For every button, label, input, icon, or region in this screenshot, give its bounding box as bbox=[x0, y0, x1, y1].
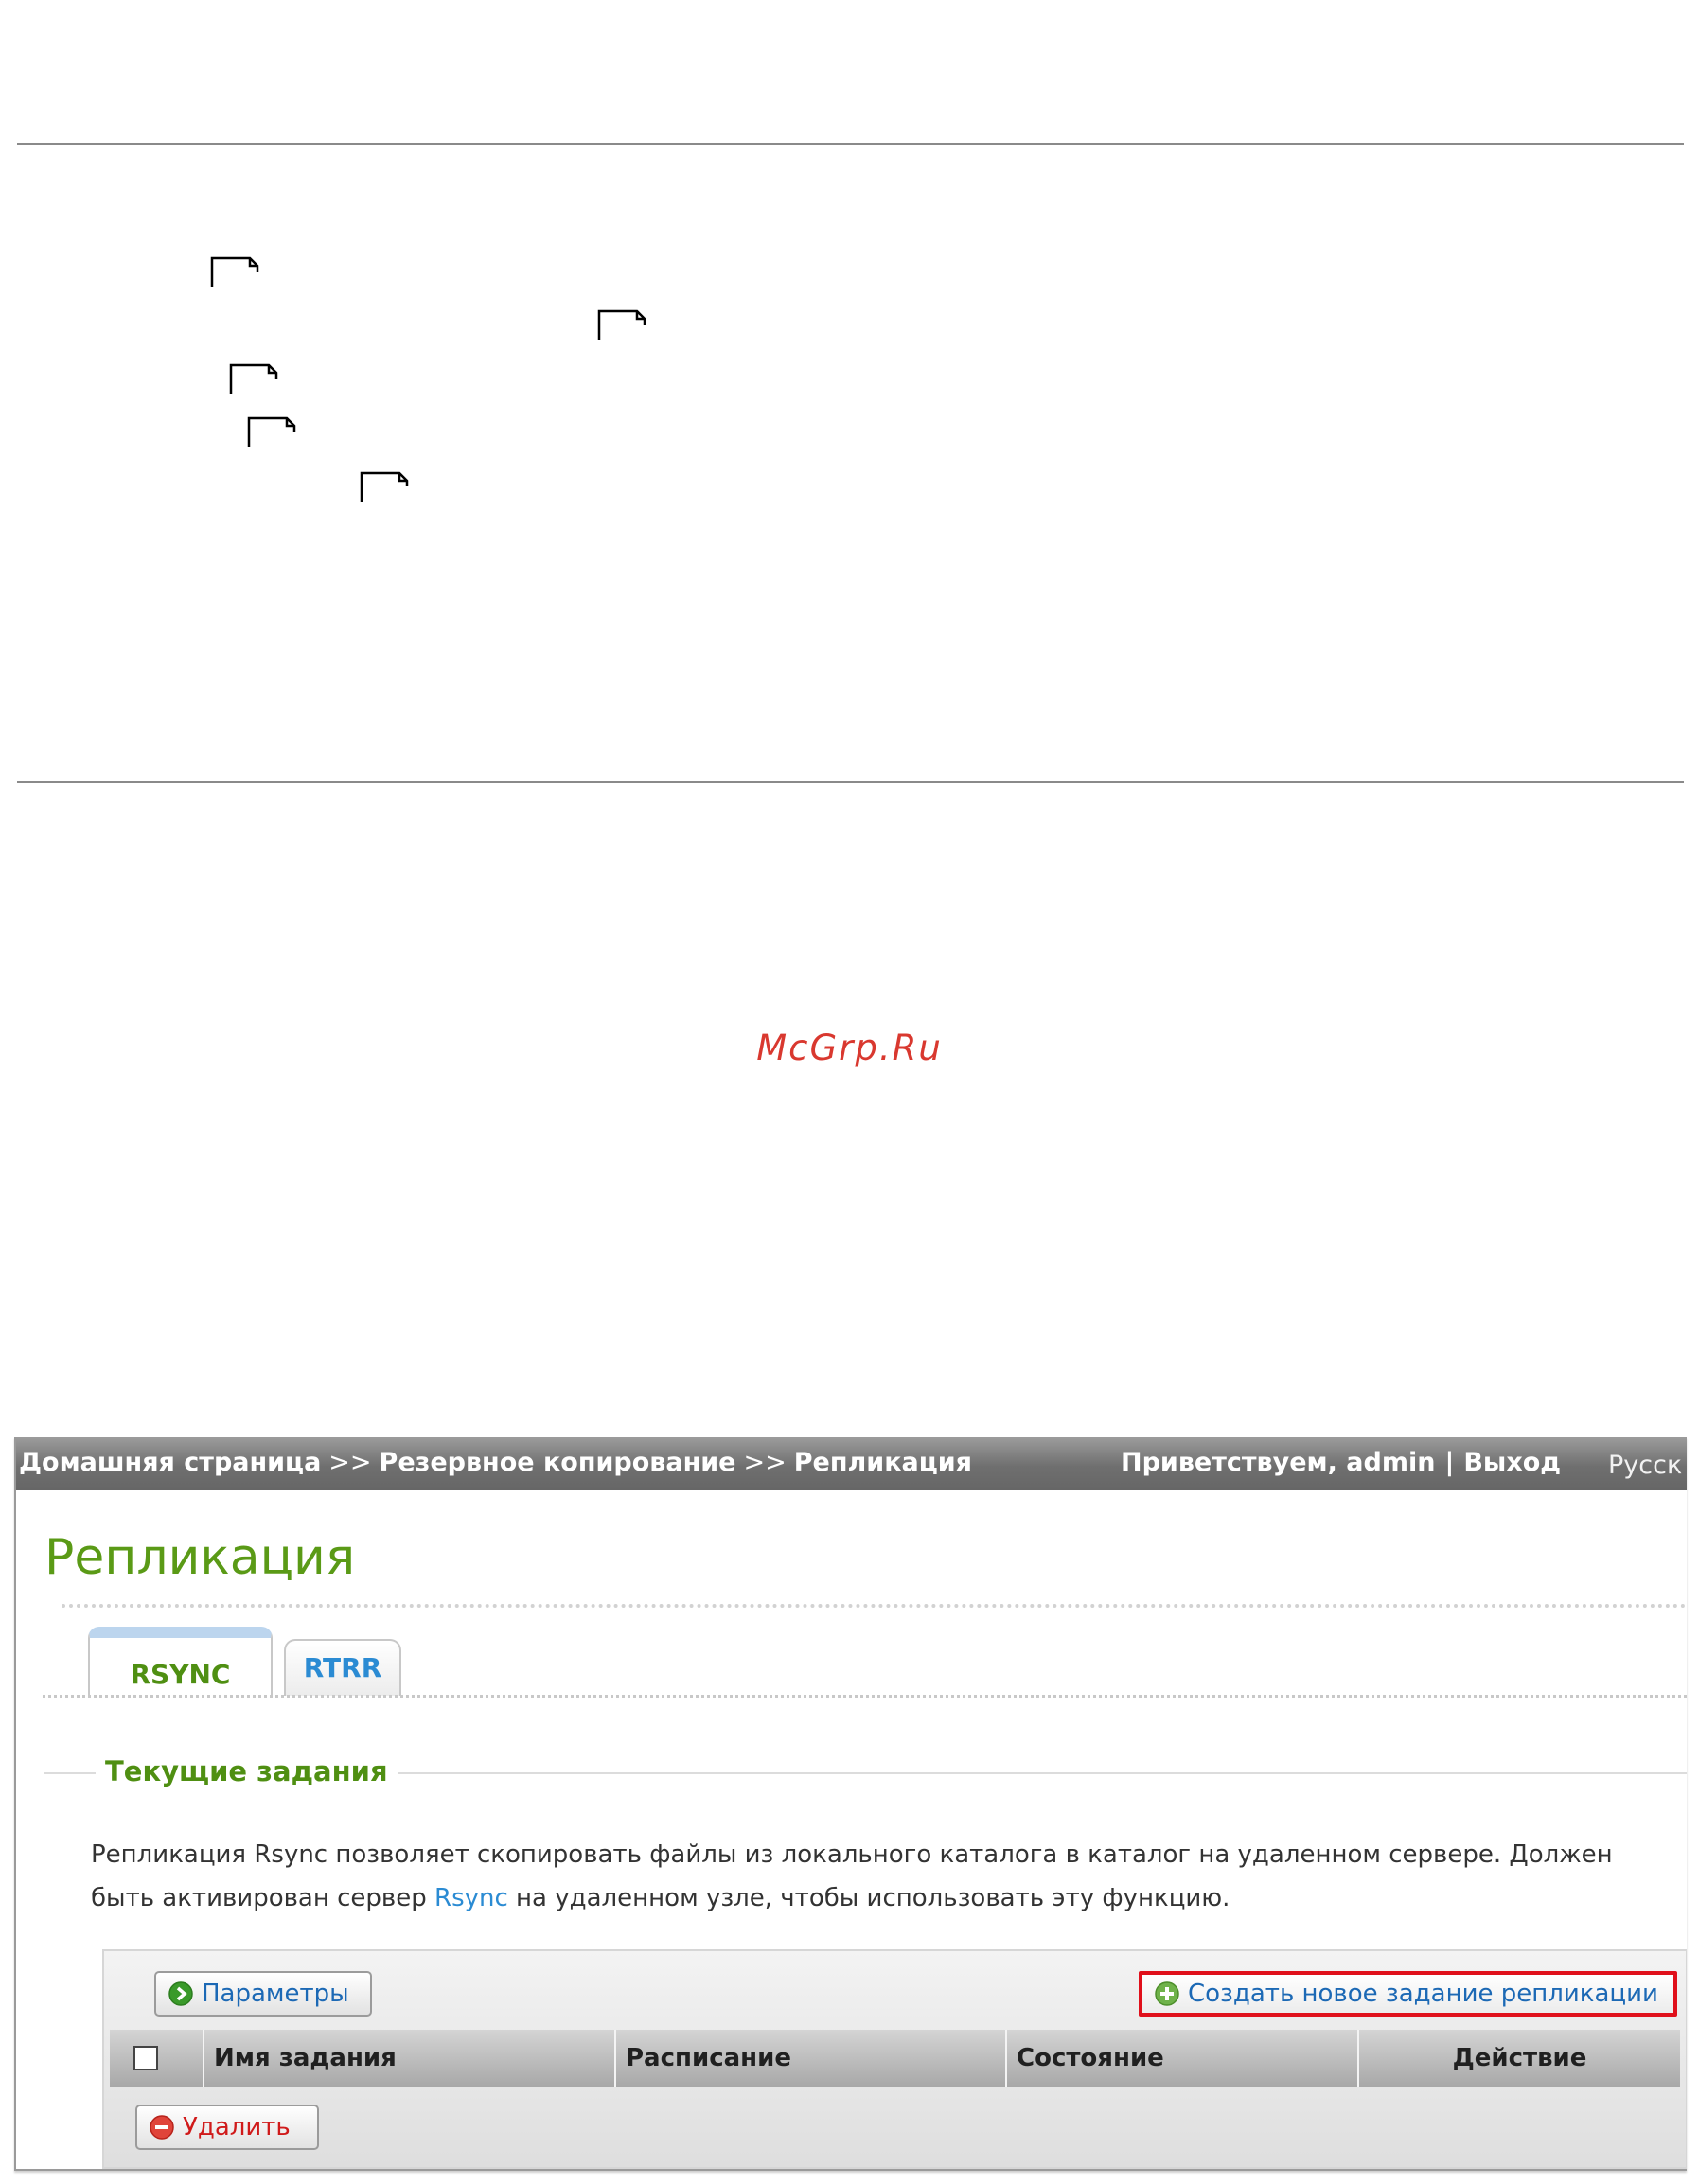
breadcrumb-backup[interactable]: Резервное копирование bbox=[379, 1448, 736, 1477]
top-bar bbox=[16, 1437, 1687, 1490]
middle-divider bbox=[17, 781, 1684, 783]
logout-link[interactable]: Выход bbox=[1463, 1448, 1562, 1477]
parameters-label: Параметры bbox=[202, 1980, 349, 2008]
tabs-divider bbox=[43, 1695, 1687, 1698]
topbar-divider: | bbox=[1444, 1448, 1455, 1477]
section-legend: Текущие задания bbox=[96, 1755, 398, 1788]
description-text: Репликация Rsync позволяет скопировать файлы из локального каталога в каталог на удаленном сервере. Должен быть активирован сервер bbox=[91, 1841, 1613, 1912]
replication-app-screenshot bbox=[14, 1437, 1687, 2171]
job-panel bbox=[102, 1949, 1687, 2169]
delete-label: Удалить bbox=[183, 2113, 291, 2141]
watermark: McGrp.Ru bbox=[756, 1028, 943, 1068]
username: admin bbox=[1346, 1448, 1436, 1477]
green-arrow-circle-icon bbox=[168, 1981, 194, 2007]
breadcrumb-home[interactable]: Домашняя страница bbox=[19, 1448, 322, 1477]
column-status[interactable]: Состояние bbox=[1007, 2030, 1359, 2087]
column-job-name[interactable]: Имя задания bbox=[204, 2030, 616, 2087]
page-icon bbox=[360, 471, 413, 502]
page-icon bbox=[247, 416, 300, 447]
select-all-cell bbox=[110, 2030, 204, 2087]
top-divider bbox=[17, 143, 1684, 145]
tab-rsync[interactable]: RSYNC bbox=[88, 1627, 273, 1697]
column-schedule[interactable]: Расписание bbox=[616, 2030, 1007, 2087]
red-minus-circle-icon bbox=[149, 2114, 175, 2140]
page-title: Репликация bbox=[44, 1529, 356, 1586]
section-description bbox=[91, 1833, 1681, 1920]
page-icon bbox=[229, 363, 282, 394]
rsync-link[interactable]: Rsync bbox=[434, 1884, 508, 1912]
language-selector[interactable]: Русск bbox=[1608, 1451, 1683, 1480]
page-icon bbox=[210, 256, 263, 287]
breadcrumb-replication: Репликация bbox=[793, 1448, 973, 1477]
user-greeting bbox=[1121, 1448, 1561, 1477]
breadcrumb-separator: >> bbox=[328, 1448, 372, 1477]
delete-button[interactable] bbox=[135, 2105, 319, 2150]
breadcrumb-separator: >> bbox=[743, 1448, 787, 1477]
jobs-table-header bbox=[110, 2030, 1680, 2087]
create-job-label: Создать новое задание репликации bbox=[1188, 1980, 1658, 2008]
create-replication-job-button[interactable] bbox=[1139, 1971, 1677, 2017]
select-all-checkbox[interactable] bbox=[133, 2046, 158, 2070]
green-plus-circle-icon bbox=[1154, 1981, 1180, 2007]
description-text: на удаленном узле, чтобы использовать эту функцию. bbox=[507, 1884, 1230, 1912]
greeting-label: Приветствуем, bbox=[1121, 1448, 1337, 1477]
page-icon bbox=[597, 309, 650, 340]
parameters-button[interactable] bbox=[154, 1971, 372, 2017]
title-divider bbox=[62, 1604, 1687, 1608]
tab-rtrr[interactable]: RTRR bbox=[284, 1639, 401, 1696]
column-action: Действие bbox=[1452, 2044, 1587, 2072]
breadcrumb bbox=[19, 1448, 972, 1477]
